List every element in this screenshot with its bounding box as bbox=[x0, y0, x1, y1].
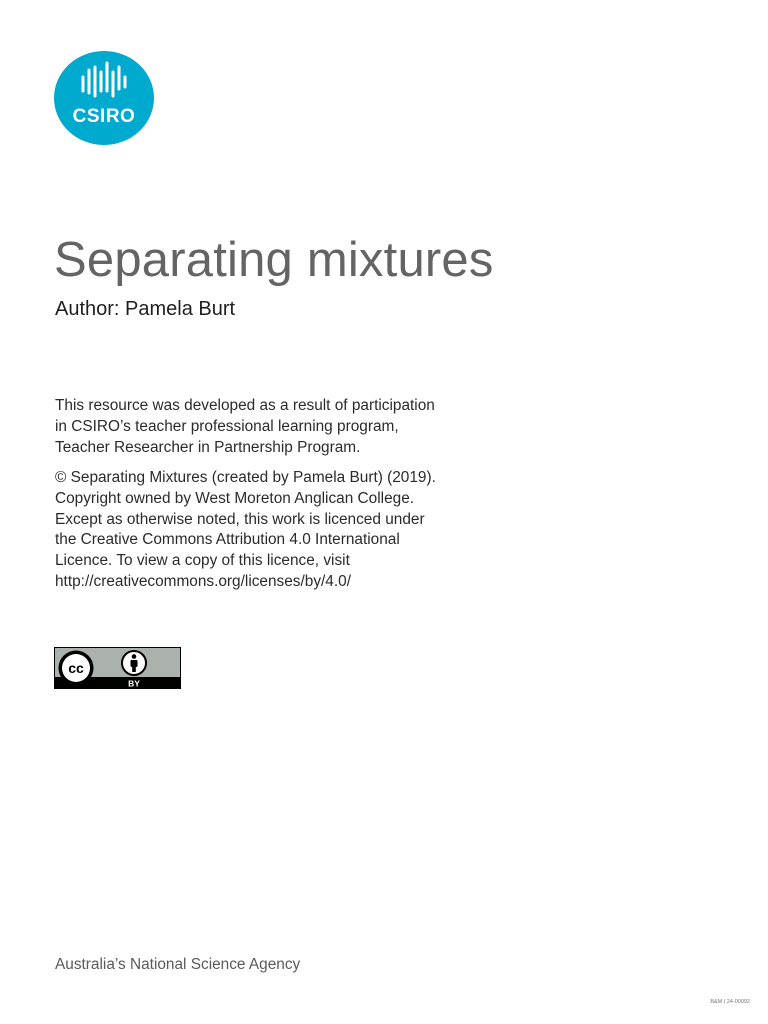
csiro-logo-icon bbox=[54, 51, 154, 145]
csiro-logo bbox=[54, 51, 154, 145]
document-title: Separating mixtures bbox=[54, 233, 494, 287]
cc-by-license-badge[interactable] bbox=[54, 647, 181, 689]
text-line: the Creative Commons Attribution 4.0 International bbox=[55, 531, 400, 549]
cc-label: cc bbox=[68, 660, 84, 676]
by-label: BY bbox=[128, 678, 140, 689]
text-line: Licence. To view a copy of this licence, visit bbox=[55, 552, 350, 570]
csiro-logo-text: CSIRO bbox=[72, 106, 136, 127]
attribution-person-icon bbox=[122, 651, 146, 675]
text-line: Teacher Researcher in Partnership Program. bbox=[55, 438, 361, 456]
text-line: Except as otherwise noted, this work is licenced under bbox=[55, 510, 425, 528]
text-line: © Separating Mixtures (created by Pamela Burt) (2019). bbox=[55, 469, 436, 486]
document-reference: B&M | 24-00092 bbox=[710, 999, 750, 1005]
creative-commons-icon bbox=[59, 651, 94, 686]
footer-tagline: Australia’s National Science Agency bbox=[55, 956, 301, 973]
text-line: This resource was developed as a result of participation bbox=[55, 397, 435, 414]
document-author: Author: Pamela Burt bbox=[55, 298, 236, 320]
development-note bbox=[55, 396, 525, 458]
copyright-notice bbox=[55, 468, 525, 593]
text-line: in CSIRO’s teacher professional learning program, bbox=[55, 417, 399, 435]
text-line: Copyright owned by West Moreton Anglican College. bbox=[55, 489, 415, 507]
licence-url-link[interactable]: http://creativecommons.org/licenses/by/4.0/ bbox=[55, 572, 351, 590]
